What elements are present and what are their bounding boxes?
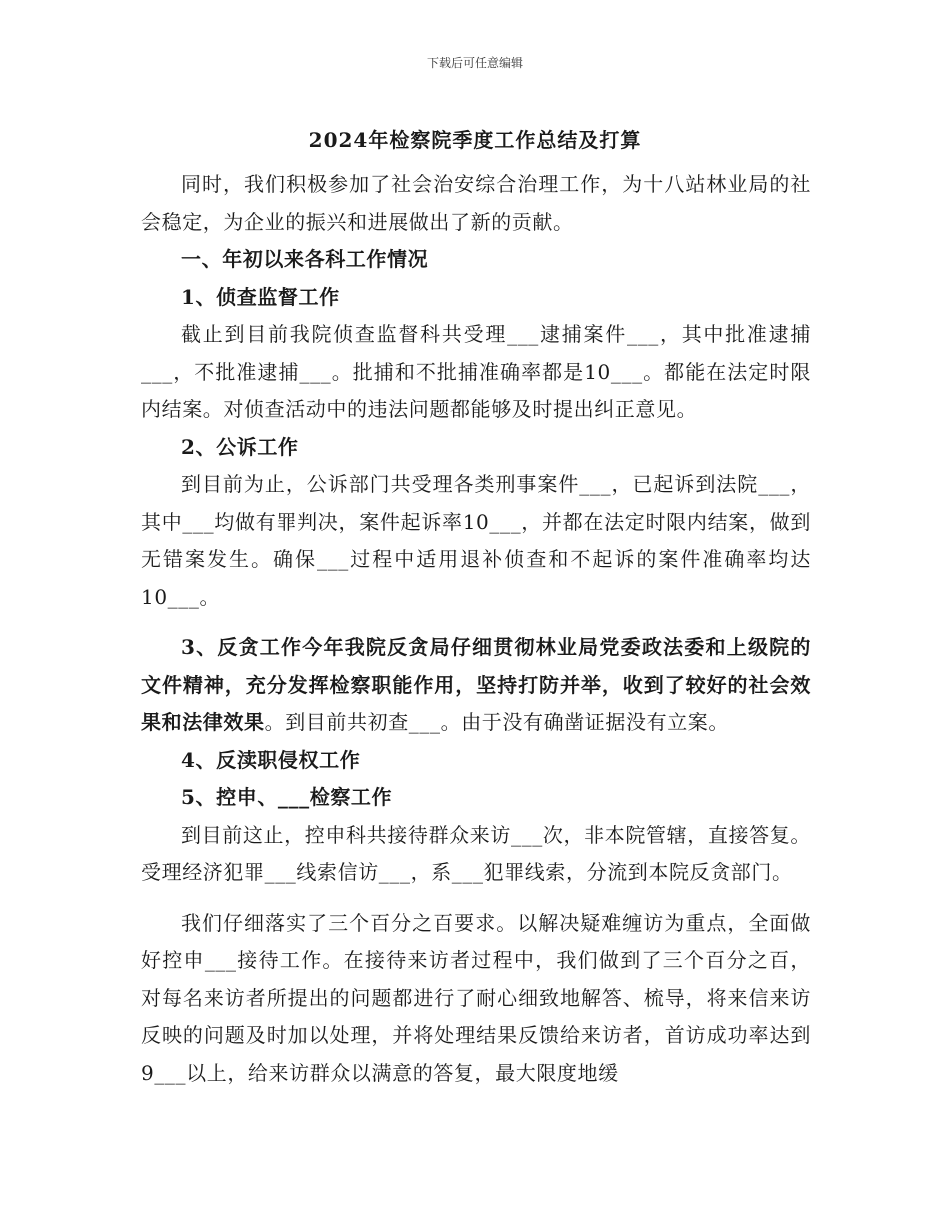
header-note: 下载后可任意编辑 xyxy=(426,56,523,70)
anti-corruption-rest-text: 。到目前共初查___。由于没有确凿证据没有立案。 xyxy=(264,710,730,734)
paragraph-prosecution: 到目前为止，公诉部门共受理各类刑事案件___，已起诉到法院___，其中___均做有罪判决，案件起诉率10___，并都在法定时限内结案，做到无错案发生。确保___过程中适用退补侦查和不起诉的案件准确率均达10___。 xyxy=(141,472,811,609)
paragraph-reception: 我们仔细落实了三个百分之百要求。以解决疑难缠访为重点，全面做好控申___接待工作。在接待来访者过程中，我们做到了三个百分之百，对每名来访者所提出的问题都进行了耐心细致地解答、梳导，将来信来访反映的问题及时加以处理，并将处理结果反馈给来访者，首访成功率达到9___以上，给来访群众以满意的答复，最大限度地缓 xyxy=(141,910,811,1085)
anti-corruption-bold-text: 3、反贪工作今年我院反贪局仔细贯彻林业局党委政法委和上级院的文件精神，充分发挥检察职能作用，坚持打防并举，收到了较好的社会效果和法律效果 xyxy=(141,635,811,734)
subsection-heading-investigation: 1、侦查监督工作 xyxy=(181,284,340,309)
subsection-heading-complaints: 5、控申、___检察工作 xyxy=(181,785,393,809)
subsection-heading-prosecution: 2、公诉工作 xyxy=(181,434,299,459)
paragraph-anti-corruption xyxy=(141,629,811,742)
paragraph-complaints: 到目前这止，控申科共接待群众来访___次，非本院管辖，直接答复。受理经济犯罪___线索信访___，系___犯罪线索，分流到本院反贪部门。 xyxy=(141,822,811,884)
paragraph-investigation: 截止到目前我院侦查监督科共受理___逮捕案件___，其中批准逮捕___，不批准逮捕___。批捕和不批捕准确率都是10___。都能在法定时限内结案。对侦查活动中的违法问题都能够及时提出纠正意见。 xyxy=(141,322,811,421)
subsection-heading-malfeasance: 4、反渎职侵权工作 xyxy=(181,747,361,772)
section-heading-1: 一、年初以来各科工作情况 xyxy=(181,247,429,271)
document-title: 2024年检察院季度工作总结及打算 xyxy=(308,128,642,152)
document-body xyxy=(141,166,811,1092)
paragraph-intro: 同时，我们积极参加了社会治安综合治理工作，为十八站林业局的社会稳定，为企业的振兴和进展做出了新的贡献。 xyxy=(141,172,811,234)
